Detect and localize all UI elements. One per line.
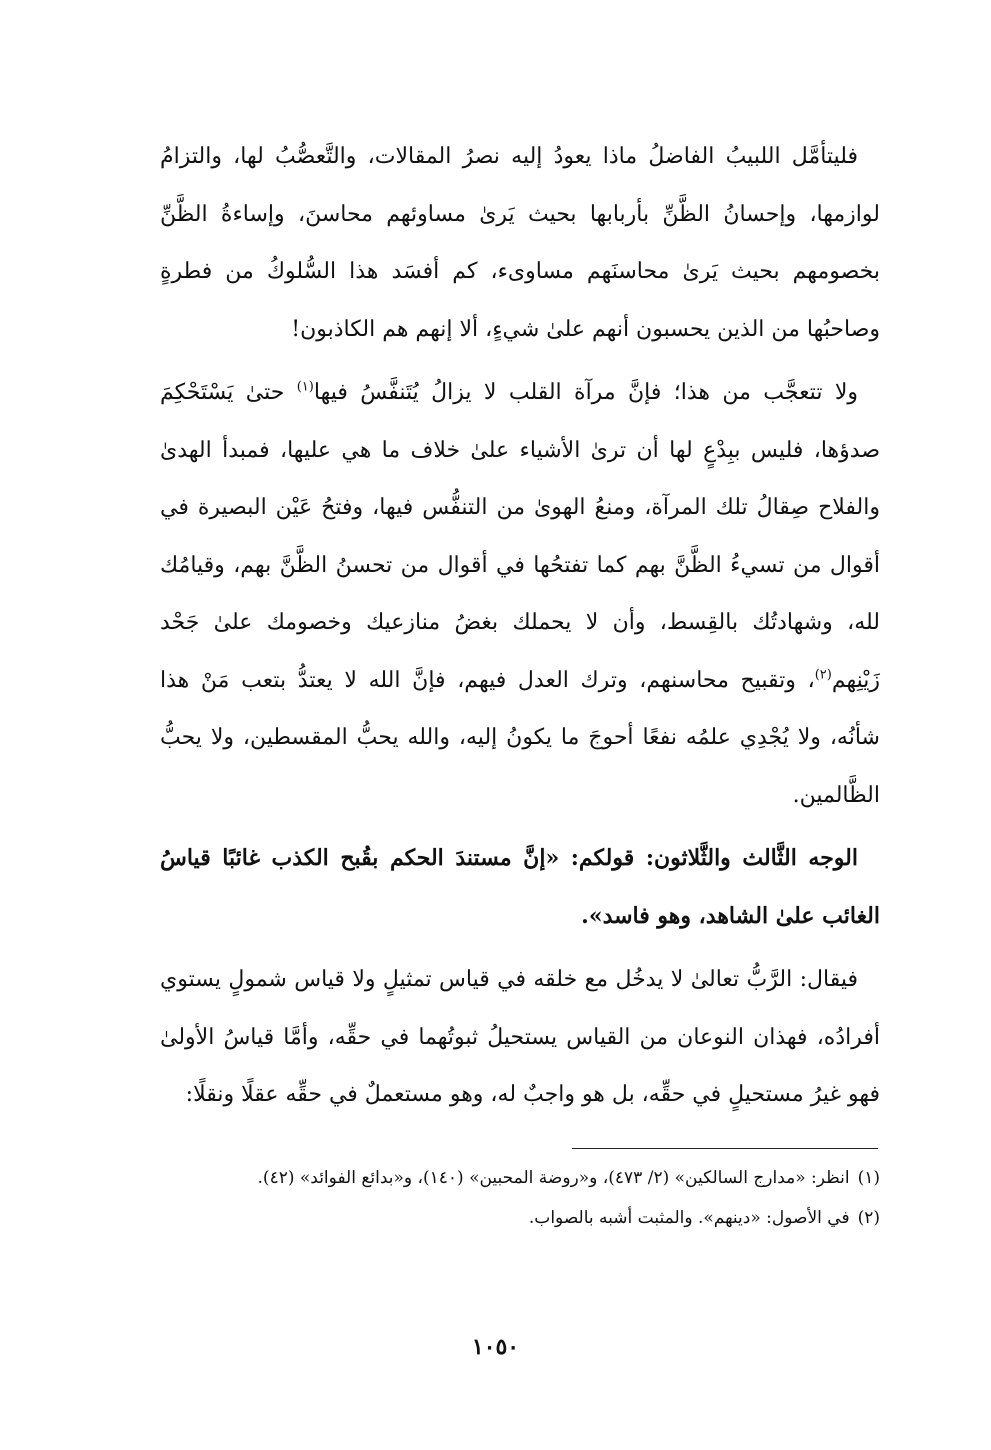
footnote-divider	[572, 1148, 878, 1149]
paragraph-4: فيقال: الرَّبُّ تعالىٰ لا يدخُل مع خلقه في قياس تمثيلٍ ولا قياس شمولٍ يستوي أفرادُه، فهذان النوعان من القياس يستحيلُ ثبوتُهما في حقِّه، وأمَّا قياسُ الأولىٰ فهو غيرُ مستحيلٍ في حقِّه، بل هو واجبٌ له، وهو مستعملٌ في حقِّه عقلًا ونقلًا:	[160, 967, 880, 1107]
footnote-text: في الأصول: «دينهم». والمثبت أشبه بالصواب.	[528, 1208, 850, 1228]
footnote-ref-1[interactable]: (١)	[296, 379, 314, 395]
paragraph-2	[160, 364, 880, 824]
footnote-number: (١)	[857, 1168, 880, 1188]
paragraph-1: فليتأمَّل اللبيبُ الفاضلُ ماذا يعودُ إليه نصرُ المقالات، والتَّعصُّبُ لها، والتزامُ لوازمها، وإحسانُ الظَّنِّ بأربابها بحيث يَرىٰ مساوئهم محاسنَ، وإساءةُ الظَّنِّ بخصومهم بحيث يَرىٰ محاسنَهم مساوىء، كم أفسَد هذا السُّلوكُ من فطرةٍ وصاحبُها من الذين يحسبون أنهم علىٰ شيءٍ، ألا إنهم هم الكاذبون!	[160, 144, 880, 342]
paragraph-2-part-c: ، وتقبيح محاسنهم، وترك العدل فيهم، فإنَّ الله لا يعتدُّ بتعب مَنْ هذا شأنُه، ولا يُجْدِي علمُه نفعًا أحوجَ ما يكونُ إليه، والله يحبُّ المقسطين، ولا يحبُّ الظَّالمين.	[160, 667, 880, 808]
section-heading: الوجه الثَّالث والثَّلاثون: قولكم: «إنَّ مستندَ الحكم بقُبح الكذب غائبًا قياسُ الغائب علىٰ الشاهد، وهو فاسد».	[160, 845, 880, 929]
footnote-1	[160, 1160, 880, 1196]
paragraph-2-part-b: حتىٰ يَسْتَحْكِمَ صدؤها، فليس ببِدْعٍ لها أن ترىٰ الأشياء علىٰ خلاف ما هي عليها، فمبدأ الهدىٰ والفلاح صِقالُ تلك المرآة، ومنعُ الهوىٰ من التنفُّس فيها، وفتحُ عَيْن البصيرة في أقوال من تسيءُ الظَّنَّ بهم كما تفتحُها في أقوال من تحسنُ الظَّنَّ بهم، وقيامُك لله، وشهادتُك بالقِسط، وأن لا يحملك بغضُ منازعيك وخصومك علىٰ جَحْد زَيْنِهم	[160, 380, 880, 693]
page-number: ١٠٥٠	[471, 1334, 520, 1360]
footnote-number: (٢)	[857, 1208, 880, 1228]
main-text	[160, 128, 880, 1124]
paragraph-2-part-a: ولا تتعجَّب من هذا؛ فإنَّ مرآة القلب لا يزالُ يُتَنفَّسُ فيها	[313, 380, 858, 405]
footnotes	[160, 1160, 880, 1240]
footnote-2	[160, 1200, 880, 1236]
footnote-ref-2[interactable]: (٢)	[814, 667, 832, 683]
footnote-text: انظر: «مدارج السالكين» (٢/ ٤٧٣)، و«روضة المحبين» (١٤٠)، و«بدائع الفوائد» (٤٢).	[257, 1168, 850, 1188]
